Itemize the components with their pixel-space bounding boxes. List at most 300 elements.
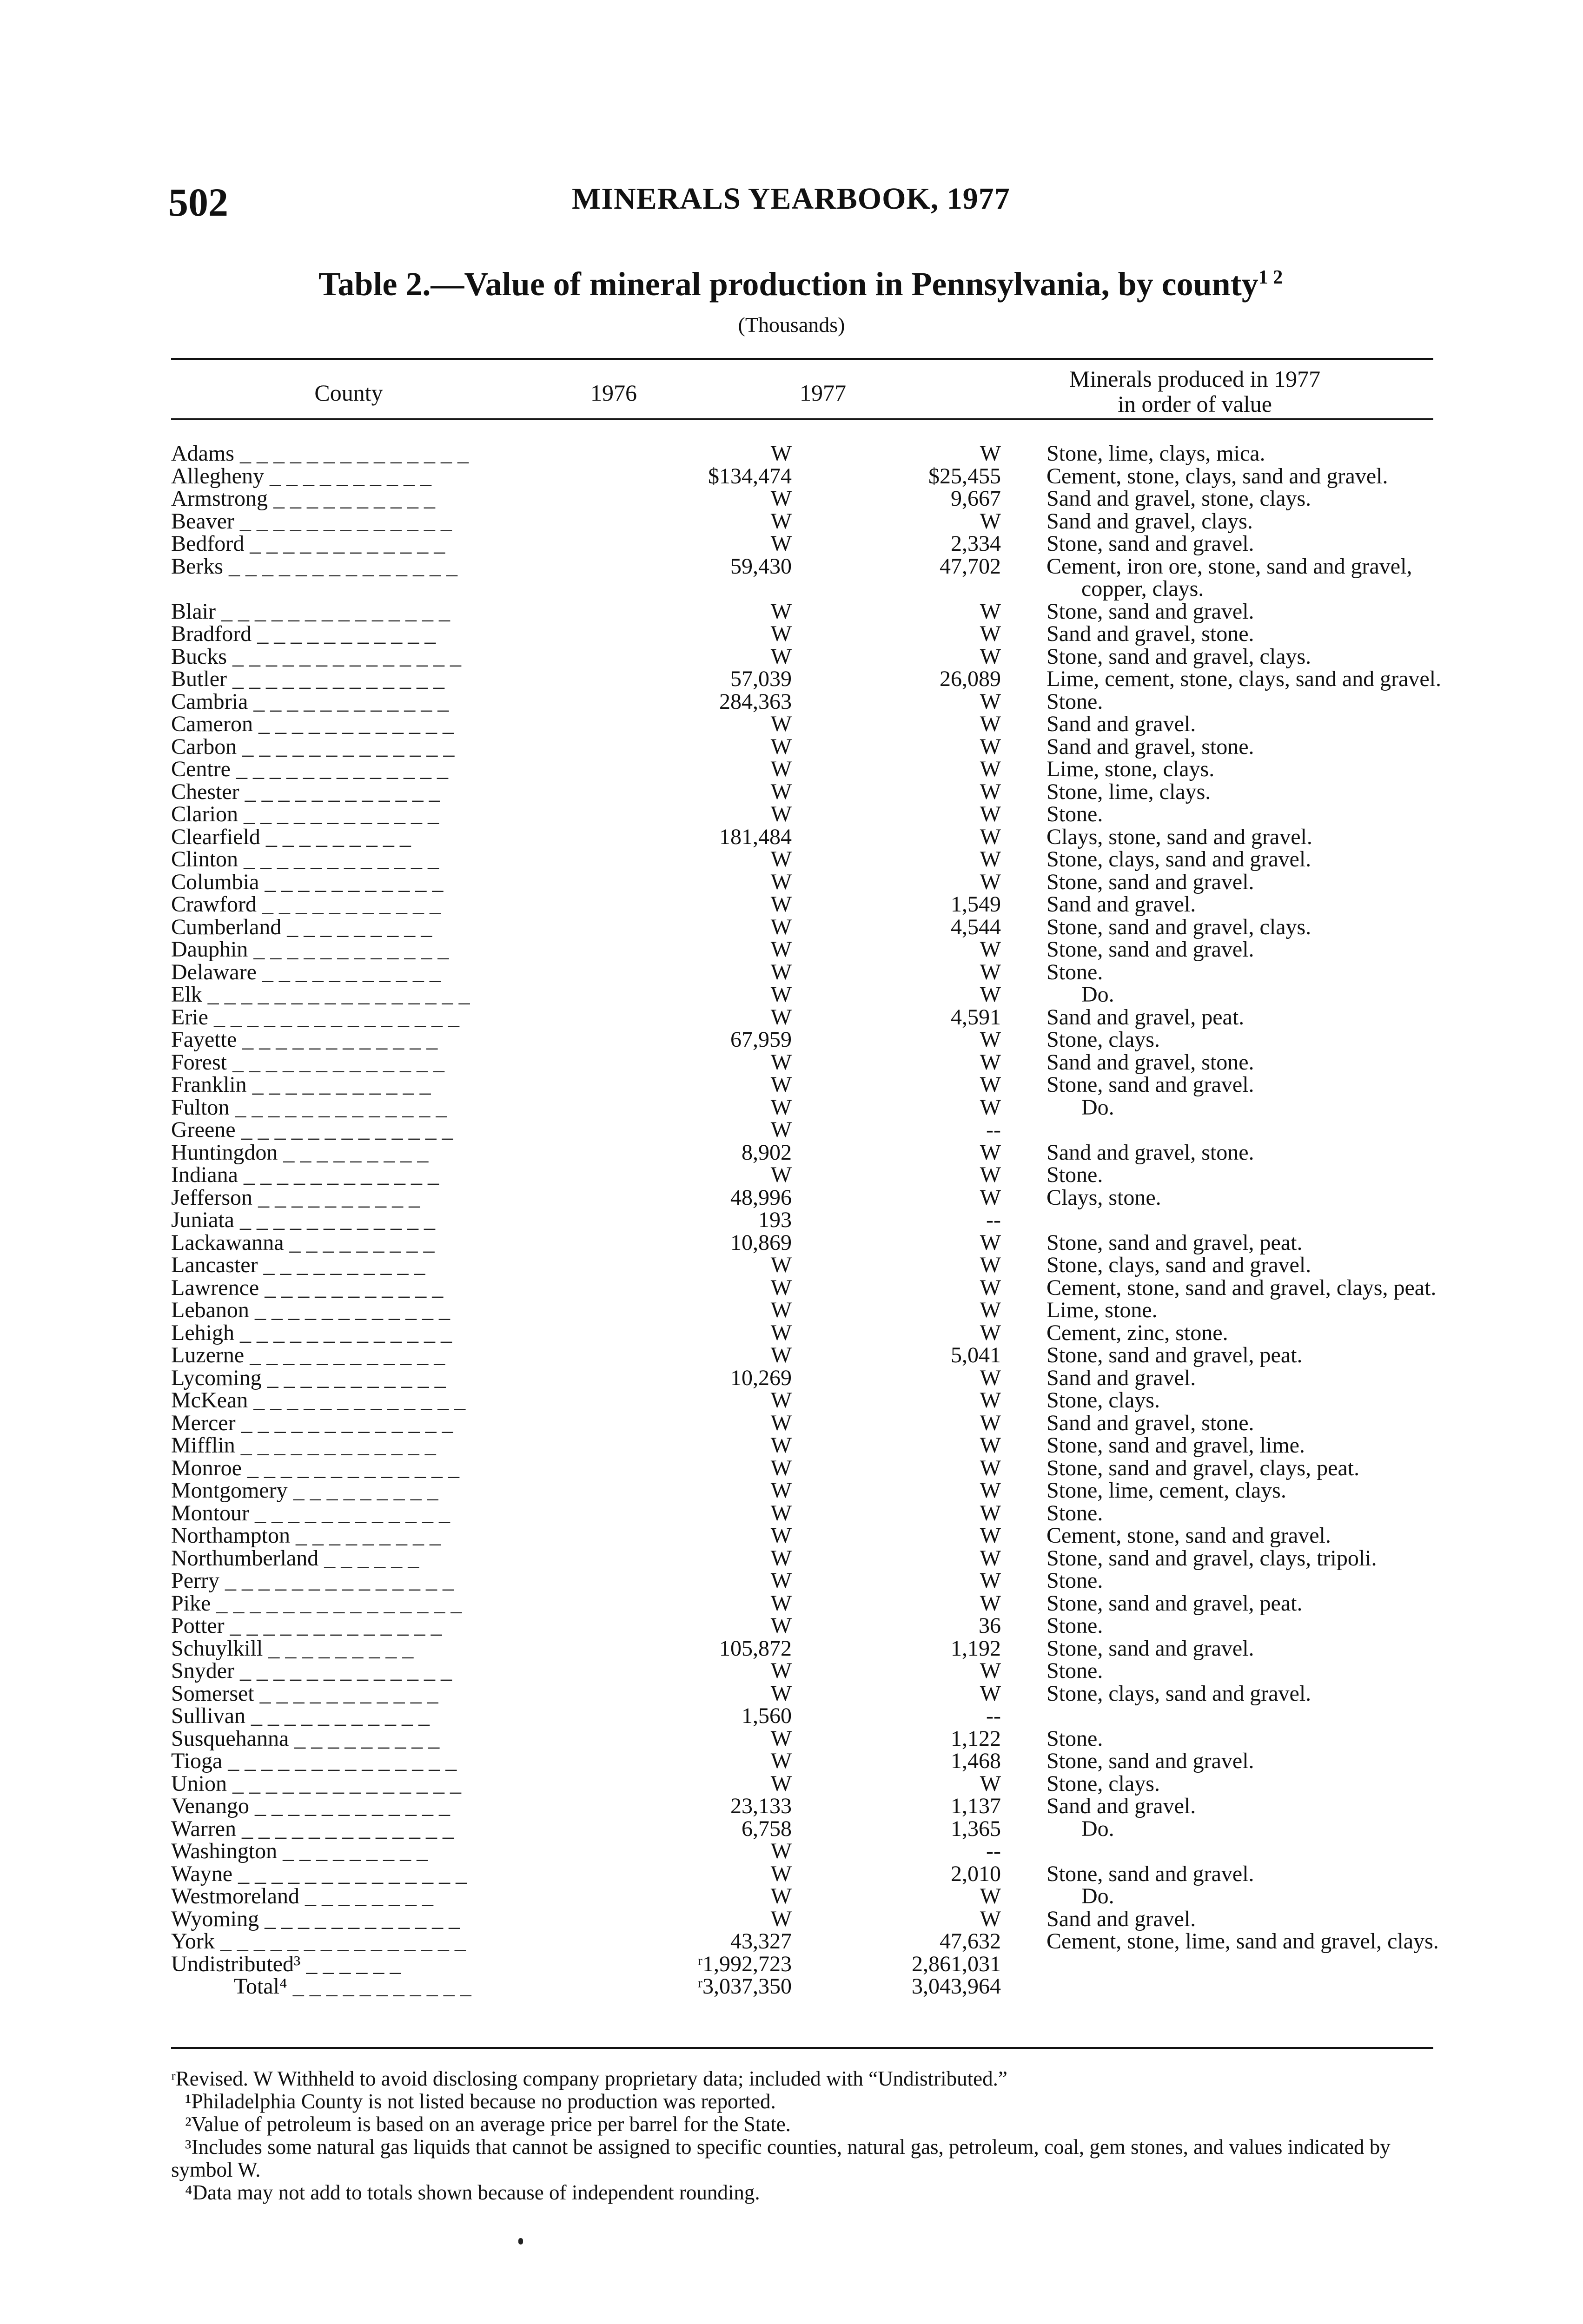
county-name: Cumberland xyxy=(171,914,282,939)
total-label: Total⁴ xyxy=(234,1974,287,1999)
county-cell xyxy=(171,1795,559,1818)
dot-leader: _ _ _ _ _ _ _ _ _ _ _ _ xyxy=(238,1162,439,1187)
value-1976: W xyxy=(770,621,792,646)
minerals-text: Stone, clays. xyxy=(1047,1027,1160,1052)
county-cell xyxy=(171,465,559,488)
value-1976: 59,430 xyxy=(730,554,792,579)
minerals-text: Stone. xyxy=(1047,1613,1103,1638)
county-cell xyxy=(171,1051,559,1074)
county-cell xyxy=(171,1006,559,1029)
minerals-text: Stone, sand and gravel, peat. xyxy=(1047,1343,1303,1367)
value-1976: W xyxy=(770,1884,792,1908)
value-1977: W xyxy=(980,1455,1001,1480)
dot-leader: _ _ _ _ _ _ _ _ _ _ _ xyxy=(246,1072,431,1097)
minerals-cell xyxy=(1001,1322,1558,1345)
value-1976: W xyxy=(770,1253,792,1277)
value-1977: W xyxy=(980,802,1001,826)
value-1977: W xyxy=(980,1906,1001,1931)
minerals-cell xyxy=(1001,510,1558,533)
minerals-text: Cement, stone, sand and gravel, clays, peat. xyxy=(1047,1275,1437,1300)
value-1976: W xyxy=(770,757,792,781)
minerals-text: Do. xyxy=(1081,1095,1114,1120)
value-1977: W xyxy=(980,1681,1001,1706)
county-cell xyxy=(171,1818,559,1841)
value-1976: W xyxy=(770,1861,792,1886)
county-cell xyxy=(171,1299,559,1322)
county-name: Montour xyxy=(171,1500,249,1525)
minerals-text: Stone, sand and gravel, clays. xyxy=(1047,644,1311,669)
county-name: Armstrong xyxy=(171,486,268,511)
minerals-cell xyxy=(1001,1434,1558,1457)
dot-leader: _ _ _ _ _ _ _ _ _ _ _ _ xyxy=(235,1433,436,1458)
minerals-text: Stone, sand and gravel, clays, peat. xyxy=(1047,1455,1360,1480)
value-1976: ʳ1,992,723 xyxy=(697,1951,792,1976)
county-name: Fayette xyxy=(171,1027,237,1052)
county-name: Mifflin xyxy=(171,1433,235,1458)
value-1977: W xyxy=(980,937,1001,962)
county-cell xyxy=(171,758,559,781)
minerals-text: Stone, lime, clays. xyxy=(1047,779,1211,804)
county-cell xyxy=(171,1705,559,1728)
table-row xyxy=(171,1953,1558,1976)
dot-leader: _ _ _ _ _ _ _ _ _ _ _ _ _ _ xyxy=(232,1861,467,1886)
value-1976: W xyxy=(770,1455,792,1480)
dot-leader: _ _ _ _ _ _ _ _ _ xyxy=(287,1478,438,1503)
value-1977: W xyxy=(980,847,1001,872)
minerals-text: Stone, sand and gravel. xyxy=(1047,869,1254,894)
value-1977: 1,468 xyxy=(951,1749,1001,1773)
table-row xyxy=(171,601,1558,623)
county-cell xyxy=(171,1885,559,1908)
minerals-text: Sand and gravel, stone. xyxy=(1047,734,1254,759)
county-name: Montgomery xyxy=(171,1478,288,1503)
value-1977: W xyxy=(980,1162,1001,1187)
minerals-text: Cement, zinc, stone. xyxy=(1047,1320,1228,1345)
minerals-text: Do. xyxy=(1081,982,1114,1007)
minerals-cell xyxy=(1001,938,1558,961)
value-1977: W xyxy=(980,1433,1001,1458)
value-1977: W xyxy=(980,1568,1001,1593)
minerals-cell xyxy=(1001,826,1558,849)
value-1977: 4,544 xyxy=(951,914,1001,939)
value-1976: 10,269 xyxy=(730,1365,792,1390)
value-1977: W xyxy=(980,869,1001,894)
county-name: Berks xyxy=(171,554,223,579)
dot-leader: _ _ _ _ _ _ _ _ _ _ _ _ _ _ _ xyxy=(208,1004,459,1030)
dot-leader: _ _ _ _ _ _ _ _ _ _ _ xyxy=(261,1365,446,1390)
minerals-cell xyxy=(1001,465,1558,488)
minerals-cell xyxy=(1001,871,1558,894)
minerals-cell xyxy=(1001,1389,1558,1412)
county-cell xyxy=(171,1479,559,1502)
county-name: Lebanon xyxy=(171,1298,249,1322)
dot-leader: _ _ _ _ _ _ _ _ _ _ _ _ xyxy=(259,1906,460,1931)
value-1977: W xyxy=(980,508,1001,534)
minerals-text: Sand and gravel. xyxy=(1047,712,1196,736)
county-name: Washington xyxy=(171,1839,278,1863)
county-name: Warren xyxy=(171,1816,237,1841)
county-name: Northumberland xyxy=(171,1545,319,1571)
county-cell xyxy=(171,961,559,984)
value-1976: 6,758 xyxy=(742,1816,792,1841)
dot-leader: _ _ _ _ _ _ _ _ _ _ _ xyxy=(256,959,441,984)
table-subtitle: (Thousands) xyxy=(738,313,845,337)
value-1976: W xyxy=(770,1004,792,1030)
county-cell xyxy=(171,1096,559,1119)
dot-leader: _ _ _ _ _ _ _ _ _ _ _ _ xyxy=(252,712,454,736)
county-cell xyxy=(171,938,559,961)
table-top-rule xyxy=(171,358,1433,360)
value-1976: 8,902 xyxy=(742,1140,792,1165)
value-1977: W xyxy=(980,1884,1001,1908)
value-1976: W xyxy=(770,869,792,894)
minerals-cell xyxy=(1001,1637,1558,1660)
value-1977: W xyxy=(980,1365,1001,1390)
value-1977: 1,549 xyxy=(951,892,1001,917)
table-row xyxy=(171,1412,1558,1435)
value-1976: 10,869 xyxy=(730,1230,792,1255)
minerals-text: Stone. xyxy=(1047,1500,1103,1525)
value-1976: 193 xyxy=(758,1208,792,1232)
dot-leader: _ _ _ _ _ _ _ _ _ _ _ xyxy=(287,1974,471,1999)
county-name: Perry xyxy=(171,1568,219,1593)
value-1977: 1,122 xyxy=(951,1726,1001,1751)
dot-leader: _ _ _ _ _ _ _ _ _ _ xyxy=(258,1253,425,1277)
value-1976: W xyxy=(770,1658,792,1683)
county-name: Susquehanna xyxy=(171,1726,289,1751)
minerals-cell xyxy=(1001,1299,1558,1322)
minerals-cell xyxy=(1001,736,1558,759)
dot-leader: _ _ _ _ _ _ _ _ _ _ _ _ _ xyxy=(234,1658,452,1683)
county-name: Luzerne xyxy=(171,1343,245,1367)
minerals-cell xyxy=(1001,1615,1558,1637)
minerals-cell xyxy=(1001,1863,1558,1886)
value-1977: W xyxy=(980,1478,1001,1503)
dot-leader: _ _ _ _ _ _ _ _ _ _ _ _ xyxy=(244,531,445,556)
header-minerals-line2: in order of value xyxy=(1118,391,1272,417)
table-row xyxy=(171,871,1558,894)
county-name: Dauphin xyxy=(171,937,248,962)
dot-leader: _ _ _ _ _ _ _ _ _ _ _ xyxy=(256,892,441,917)
value-1977: 36 xyxy=(979,1613,1001,1638)
county-cell xyxy=(171,1074,559,1096)
minerals-text: Sand and gravel, stone. xyxy=(1047,1050,1254,1075)
minerals-cell xyxy=(1001,533,1558,555)
table-row xyxy=(171,1728,1558,1750)
table-row xyxy=(171,961,1558,984)
dot-leader: _ _ _ _ _ _ _ _ _ _ _ _ xyxy=(244,1343,445,1367)
county-name: Fulton xyxy=(171,1095,230,1120)
county-name: Mercer xyxy=(171,1410,236,1435)
value-1977: W xyxy=(980,1388,1001,1413)
table-row xyxy=(171,510,1558,533)
minerals-text: Stone, lime, clays, mica. xyxy=(1047,441,1265,466)
value-1976: W xyxy=(770,1523,792,1548)
table-row xyxy=(171,1119,1558,1142)
minerals-cell xyxy=(1001,1187,1558,1209)
dot-leader: _ _ _ _ _ _ _ _ _ _ _ _ _ xyxy=(234,1320,452,1345)
county-cell xyxy=(171,1412,559,1435)
value-1977: 4,591 xyxy=(951,1004,1001,1030)
value-1976: W xyxy=(770,1388,792,1413)
county-name: Tioga xyxy=(171,1749,223,1773)
county-cell xyxy=(171,736,559,759)
value-1976: W xyxy=(770,937,792,962)
value-1976: 1,560 xyxy=(742,1703,792,1728)
table-row xyxy=(171,533,1558,555)
county-cell xyxy=(171,916,559,939)
table-row xyxy=(171,1434,1558,1457)
county-name: Venango xyxy=(171,1794,249,1818)
dot-leader: _ _ _ _ _ _ _ _ _ xyxy=(263,1636,414,1661)
minerals-cell xyxy=(1001,961,1558,984)
minerals-text: Sand and gravel, peat. xyxy=(1047,1004,1245,1030)
county-cell xyxy=(171,1344,559,1367)
value-1977: W xyxy=(980,1523,1001,1548)
minerals-cell xyxy=(1001,1547,1558,1570)
value-1977: W xyxy=(980,1253,1001,1277)
value-1977: W xyxy=(980,1410,1001,1435)
table-row xyxy=(171,1457,1558,1480)
value-1976: W xyxy=(770,1162,792,1187)
minerals-text: Stone, sand and gravel. xyxy=(1047,1072,1254,1097)
value-1976: 57,039 xyxy=(730,667,792,691)
county-cell xyxy=(171,1367,559,1390)
value-1976: W xyxy=(770,847,792,872)
county-cell xyxy=(171,1547,559,1570)
table-row xyxy=(171,1096,1558,1119)
county-cell xyxy=(171,1592,559,1615)
county-name: Monroe xyxy=(171,1455,242,1480)
county-name: Juniata xyxy=(171,1208,234,1232)
county-cell xyxy=(171,1570,559,1592)
county-cell xyxy=(171,1660,559,1683)
minerals-text: Stone. xyxy=(1047,1568,1103,1593)
county-name: Undistributed³ xyxy=(171,1951,301,1976)
value-1976: W xyxy=(770,1410,792,1435)
dot-leader: _ _ _ _ _ _ _ _ _ _ _ _ _ _ _ xyxy=(211,1591,462,1616)
value-1977: 47,702 xyxy=(940,554,1001,579)
table-row xyxy=(171,758,1558,781)
county-name: Columbia xyxy=(171,869,259,894)
value-1977: W xyxy=(980,441,1001,466)
header-county: County xyxy=(314,380,383,406)
minerals-text: Stone. xyxy=(1047,959,1103,984)
county-cell xyxy=(171,1254,559,1277)
table-row xyxy=(171,1502,1558,1525)
minerals-text: Cement, stone, sand and gravel. xyxy=(1047,1523,1331,1548)
dot-leader: _ _ _ _ _ _ _ _ _ xyxy=(284,1230,435,1255)
county-name: Carbon xyxy=(171,734,237,759)
dot-leader: _ _ _ _ _ _ _ _ _ _ _ _ xyxy=(238,802,439,826)
county-name: Indiana xyxy=(171,1162,238,1187)
table-row xyxy=(171,1885,1558,1908)
dot-leader: _ _ _ _ _ _ _ _ _ _ _ _ _ xyxy=(237,734,455,759)
footnote-1: ¹Philadelphia County is not listed because no production was reported. xyxy=(185,2090,776,2113)
table-title xyxy=(318,265,1283,304)
minerals-text: Sand and gravel, stone, clays. xyxy=(1047,486,1311,511)
county-name: Clearfield xyxy=(171,824,260,849)
minerals-cell xyxy=(1001,1750,1558,1773)
value-1976: W xyxy=(770,1298,792,1322)
minerals-cell xyxy=(1001,601,1558,623)
minerals-text: Sand and gravel, stone. xyxy=(1047,1410,1254,1435)
county-cell xyxy=(171,781,559,804)
value-1977: W xyxy=(980,1185,1001,1210)
minerals-cell xyxy=(1001,1142,1558,1164)
dot-leader: _ _ _ _ _ _ _ _ _ _ _ _ xyxy=(237,1027,438,1052)
value-1977: -- xyxy=(986,1703,1001,1728)
value-1977: 1,192 xyxy=(951,1636,1001,1661)
county-name: Delaware xyxy=(171,959,257,984)
value-1976: 181,484 xyxy=(719,824,792,849)
minerals-cell xyxy=(1001,1119,1558,1142)
dot-leader: _ _ _ _ _ _ _ _ _ xyxy=(281,914,432,939)
dot-leader: _ _ _ _ _ _ _ _ _ xyxy=(260,824,411,849)
dot-leader: _ _ _ _ _ _ _ _ _ _ _ _ _ _ _ _ xyxy=(202,982,470,1007)
value-1977: 26,089 xyxy=(940,667,1001,691)
minerals-text: Stone, clays, sand and gravel. xyxy=(1047,847,1311,872)
value-1976: W xyxy=(770,802,792,826)
value-1977: -- xyxy=(986,1839,1001,1863)
dot-leader: _ _ _ _ _ _ _ _ _ _ _ _ _ xyxy=(248,1388,466,1413)
value-1976: W xyxy=(770,982,792,1007)
county-name: Chester xyxy=(171,779,239,804)
dot-leader: _ _ _ _ _ _ _ _ _ _ _ _ xyxy=(248,689,449,714)
minerals-cell xyxy=(1001,1479,1558,1502)
table-row xyxy=(171,1615,1558,1637)
minerals-text: Stone. xyxy=(1047,1658,1103,1683)
value-1976: W xyxy=(770,1681,792,1706)
value-1977: W xyxy=(980,644,1001,669)
county-name: Wayne xyxy=(171,1861,233,1886)
county-name: Jefferson xyxy=(171,1185,253,1210)
value-1976: 67,959 xyxy=(730,1027,792,1052)
table-row xyxy=(171,1795,1558,1818)
minerals-cell xyxy=(1001,1412,1558,1435)
value-1976: 43,327 xyxy=(730,1929,792,1954)
county-name: Clarion xyxy=(171,802,238,826)
value-1977: 47,632 xyxy=(940,1929,1001,1954)
value-1976: W xyxy=(770,1906,792,1931)
county-cell xyxy=(171,1232,559,1254)
minerals-cell xyxy=(1001,488,1558,510)
value-1976: W xyxy=(770,531,792,556)
county-cell xyxy=(171,871,559,894)
table-row xyxy=(171,1547,1558,1570)
county-cell xyxy=(171,1277,559,1300)
minerals-text: Sand and gravel. xyxy=(1047,1794,1196,1818)
county-cell xyxy=(171,1728,559,1750)
value-1977: -- xyxy=(986,1117,1001,1142)
table-title-text: Table 2.—Value of mineral production in Pennsylvania, by county xyxy=(318,265,1258,303)
county-name: Elk xyxy=(171,982,202,1007)
value-1976: W xyxy=(770,1433,792,1458)
dot-leader: _ _ _ _ _ _ _ _ _ _ _ _ _ xyxy=(226,667,444,691)
county-name: Wyoming xyxy=(171,1906,259,1931)
minerals-cell xyxy=(1001,1885,1558,1908)
value-1976: W xyxy=(770,1320,792,1345)
county-cell xyxy=(171,713,559,736)
county-cell xyxy=(171,1434,559,1457)
dot-leader: _ _ _ _ _ _ _ _ _ xyxy=(278,1140,429,1165)
value-1976: W xyxy=(770,441,792,466)
minerals-cell xyxy=(1001,1096,1558,1119)
table-row xyxy=(171,803,1558,826)
table-row xyxy=(171,668,1558,691)
value-1976: 23,133 xyxy=(730,1794,792,1818)
minerals-cell xyxy=(1001,1930,1558,1953)
table-row xyxy=(171,1209,1558,1232)
table-row xyxy=(171,826,1558,849)
table-row xyxy=(171,916,1558,939)
dot-leader: _ _ _ _ _ _ _ _ _ _ _ _ xyxy=(238,847,439,872)
county-cell xyxy=(171,510,559,533)
value-1977: W xyxy=(980,779,1001,804)
header-minerals-line1: Minerals produced in 1977 xyxy=(1069,366,1321,392)
minerals-cell xyxy=(1001,1660,1558,1683)
minerals-text: Sand and gravel. xyxy=(1047,1365,1196,1390)
minerals-text: Stone, sand and gravel. xyxy=(1047,1861,1254,1886)
table-row xyxy=(171,1908,1558,1931)
county-name: Huntingdon xyxy=(171,1140,278,1165)
minerals-cell xyxy=(1001,893,1558,916)
table-row xyxy=(171,1029,1558,1051)
value-1977: 2,010 xyxy=(951,1861,1001,1886)
minerals-text: Stone, sand and gravel. xyxy=(1047,531,1254,556)
county-name: Schuylkill xyxy=(171,1636,263,1661)
minerals-text: Cement, stone, lime, sand and gravel, clays. xyxy=(1047,1929,1439,1954)
dot-leader: _ _ _ _ _ _ _ _ _ _ _ _ _ _ xyxy=(234,441,469,466)
table-row xyxy=(171,1863,1558,1886)
county-name: Forest xyxy=(171,1050,227,1075)
minerals-cell xyxy=(1001,1773,1558,1796)
dot-leader: _ _ _ _ _ _ _ _ _ _ _ _ _ _ xyxy=(227,644,461,669)
value-1976: W xyxy=(770,1072,792,1097)
dot-leader: _ _ _ _ _ _ _ _ _ _ _ _ _ _ xyxy=(227,1771,461,1796)
value-1976: W xyxy=(770,508,792,534)
dot-leader: _ _ _ _ _ _ _ _ _ _ _ _ _ xyxy=(235,1410,453,1435)
minerals-text: Stone, lime, cement, clays. xyxy=(1047,1478,1286,1503)
minerals-text: Stone, sand and gravel, clays, tripoli. xyxy=(1047,1545,1377,1571)
table-row xyxy=(171,623,1558,646)
value-1977: W xyxy=(980,1298,1001,1322)
county-name: McKean xyxy=(171,1388,248,1413)
value-1977: W xyxy=(980,824,1001,849)
value-1976: W xyxy=(770,892,792,917)
value-1977: 1,137 xyxy=(951,1794,1001,1818)
minerals-cell xyxy=(1001,1728,1558,1750)
value-1977: -- xyxy=(986,1208,1001,1232)
minerals-text: Stone, sand and gravel, peat. xyxy=(1047,1230,1303,1255)
minerals-text: Stone. xyxy=(1047,802,1103,826)
county-cell xyxy=(171,691,559,713)
dot-leader: _ _ _ _ _ _ _ _ _ _ xyxy=(264,463,431,489)
value-1977: W xyxy=(980,712,1001,736)
header-1976: 1976 xyxy=(590,380,637,406)
table-row xyxy=(171,984,1558,1006)
table-row xyxy=(171,1164,1558,1187)
value-1976: $134,474 xyxy=(708,463,792,489)
value-1977: W xyxy=(980,1500,1001,1525)
running-title: MINERALS YEARBOOK, 1977 xyxy=(572,182,1010,216)
minerals-cell xyxy=(1001,1570,1558,1592)
value-1976: W xyxy=(770,1749,792,1773)
county-name: York xyxy=(171,1929,215,1954)
county-name: Crawford xyxy=(171,892,257,917)
minerals-cell xyxy=(1001,781,1558,804)
minerals-cell xyxy=(1001,1953,1558,1976)
